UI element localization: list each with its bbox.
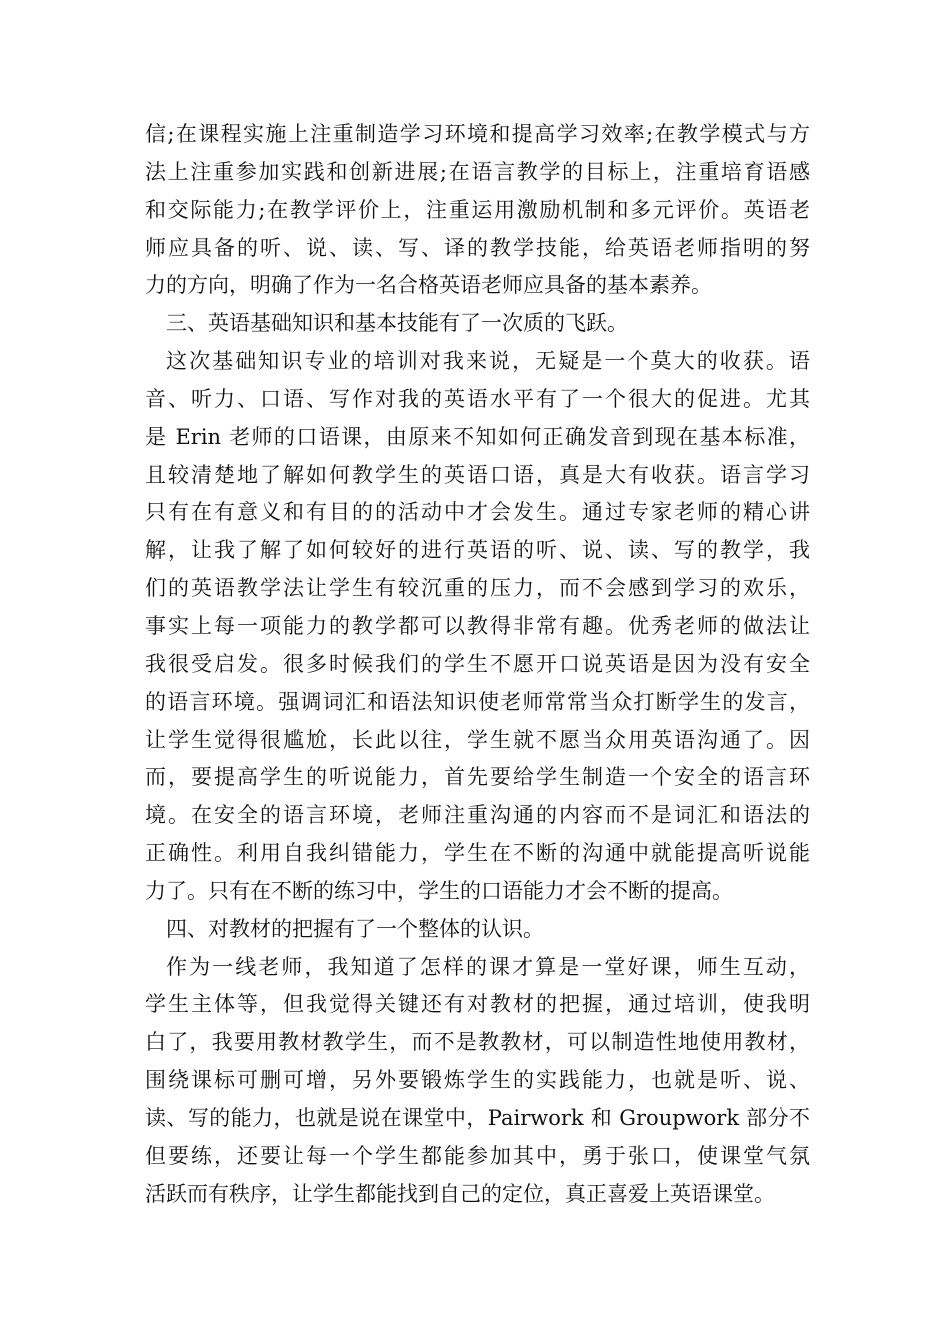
text-line: 但要练，还要让每一个学生都能参加其中，勇于张口，使课堂气氛 (145, 1143, 810, 1168)
text-line: 我很受启发。很多时候我们的学生不愿开口说英语是因为没有安全 (145, 651, 810, 676)
text-line: 境。在安全的语言环境，老师注重沟通的内容而不是词汇和语法的 (145, 803, 810, 828)
text-line: 读、写的能力，也就是说在课堂中，Pairwork 和 Groupwork 部分不 (145, 1105, 810, 1130)
text-line: 而，要提高学生的听说能力，首先要给学生制造一个安全的语言环 (145, 765, 810, 790)
text-line: 让学生觉得很尴尬，长此以往，学生就不愿当众用英语沟通了。因 (145, 727, 810, 752)
text-line: 学生主体等，但我觉得关键还有对教材的把握，通过培训，使我明 (145, 992, 810, 1017)
text-line: 和交际能力;在教学评价上，注重运用激励机制和多元评价。英语老 (145, 197, 810, 222)
text-line: 解，让我了解了如何较好的进行英语的听、说、读、写的教学，我 (145, 538, 810, 563)
text-line: 力了。只有在不断的练习中，学生的口语能力才会不断的提高。 (145, 878, 733, 903)
body-text (145, 116, 810, 1213)
text-line: 法上注重参加实践和创新进展;在语言教学的目标上，注重培育语感 (145, 159, 810, 184)
text-line: 信;在课程实施上注重制造学习环境和提高学习效率;在教学模式与方 (145, 122, 810, 146)
text-line: 是 Erin 老师的口语课，由原来不知如何正确发音到现在基本标准， (145, 424, 810, 449)
text-line: 白了，我要用教材教学生，而不是教教材，可以制造性地使用教材， (145, 1030, 810, 1055)
text-line: 音、听力、口语、写作对我的英语水平有了一个很大的促进。尤其 (145, 386, 810, 411)
text-line: 这次基础知识专业的培训对我来说，无疑是一个莫大的收获。语 (166, 349, 810, 374)
text-line: 作为一线老师，我知道了怎样的课才算是一堂好课，师生互动， (166, 954, 810, 979)
text-line: 师应具备的听、说、读、写、译的教学技能，给英语老师指明的努 (145, 235, 810, 260)
text-line: 的语言环境。强调词汇和语法知识使老师常常当众打断学生的发言， (145, 689, 810, 714)
text-line: 活跃而有秩序，让学生都能找到自己的定位，真正喜爱上英语课堂。 (145, 1181, 775, 1206)
text-line: 们的英语教学法让学生有较沉重的压力，而不会感到学习的欢乐， (145, 576, 810, 601)
text-line: 事实上每一项能力的教学都可以教得非常有趣。优秀老师的做法让 (145, 613, 810, 638)
text-line: 只有在有意义和有目的的活动中才会发生。通过专家老师的精心讲 (145, 500, 810, 525)
section-heading: 三、英语基础知识和基本技能有了一次质的飞跃。 (166, 311, 628, 336)
text-line: 力的方向，明确了作为一名合格英语老师应具备的基本素养。 (145, 273, 712, 298)
section-heading: 四、对教材的把握有了一个整体的认识。 (166, 916, 544, 941)
text-line: 且较清楚地了解如何教学生的英语口语，真是大有收获。语言学习 (145, 462, 810, 487)
text-line: 围绕课标可删可增，另外要锻炼学生的实践能力，也就是听、说、 (145, 1068, 810, 1093)
text-line: 正确性。利用自我纠错能力，学生在不断的沟通中就能提高听说能 (145, 841, 810, 866)
